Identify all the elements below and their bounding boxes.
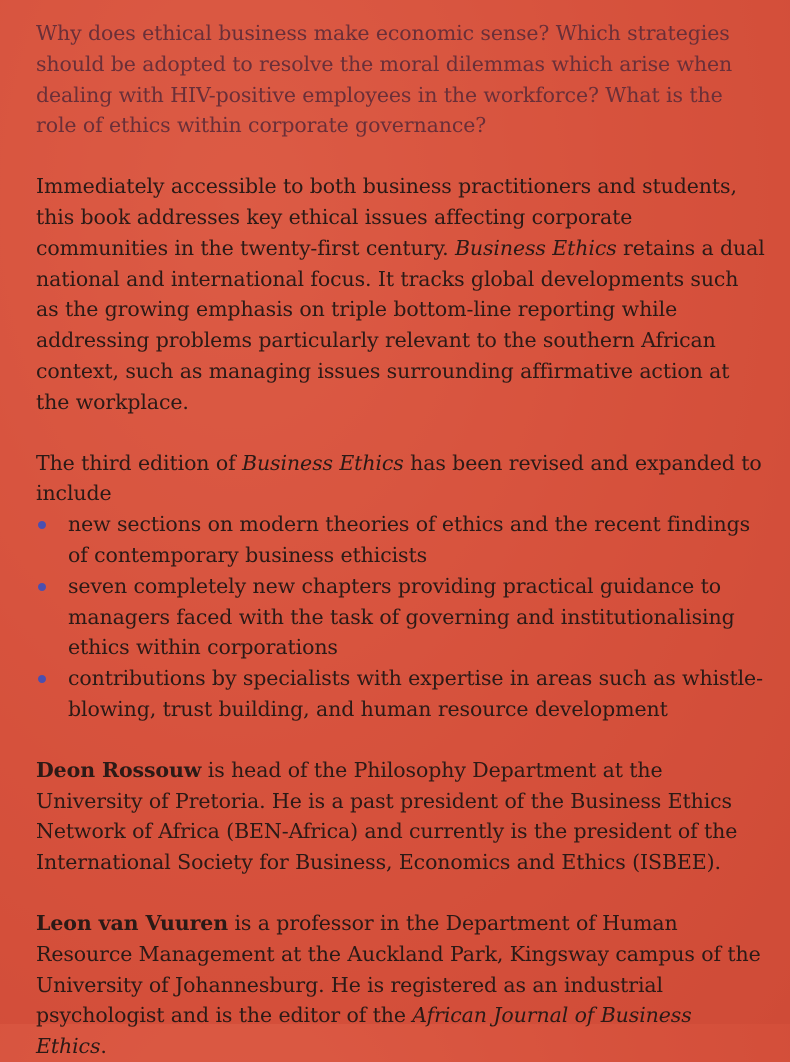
description-part2: retains a dual national and international focus. It tracks global developments such as the growing emphasis on triple bottom-line reporting while addressing problems particularly relevant to the southern African context, such as managing issues surrounding affirmative action at the workplace. <box>36 235 765 414</box>
edition-book-title: Business Ethics <box>241 450 404 475</box>
list-item <box>36 509 766 571</box>
edition-bullet-list <box>36 509 766 725</box>
bullet-text: seven completely new chapters providing practical guidance to managers faced with the task of governing and institutionalising ethics within corporations <box>68 573 735 660</box>
author-name: Deon Rossouw <box>36 757 202 782</box>
edition-intro-before: The third edition of <box>36 450 242 475</box>
description-book-title: Business Ethics <box>454 235 617 260</box>
list-item <box>36 663 766 725</box>
bullet-icon <box>38 521 46 529</box>
bullet-text: contributions by specialists with expertise in areas such as whistle-blowing, trust building, and human resource development <box>68 666 763 721</box>
journal-title: African Journal of Business Ethics <box>36 1003 692 1059</box>
bullet-icon <box>38 675 46 683</box>
author-bio-rossouw <box>36 755 766 878</box>
back-cover-text <box>36 18 766 1062</box>
book-description <box>36 171 766 417</box>
author-bio-text: is a professor in the Department of Human Resource Management at the Auckland Park, Kingsway campus of the University of Johannesburg. He is registered as an industrial psychologist and is the editor of the <box>36 910 761 1028</box>
author-name: Leon van Vuuren <box>36 910 229 935</box>
intro-questions: Why does ethical business make economic sense? Which strategies should be adopted to resolve the moral dilemmas which arise when dealing with HIV-positive employees in the workforce? What is the role of ethics within corporate governance? <box>36 21 733 138</box>
description-part1: Immediately accessible to both business practitioners and students, this book addresses key ethical issues affecting corporate communities in the twenty-first century. <box>36 174 737 260</box>
bullet-icon <box>38 583 46 591</box>
edition-intro <box>36 448 766 510</box>
author-bio-van-vuuren <box>36 908 766 1062</box>
edition-intro-after: has been revised and expanded to include <box>36 450 762 506</box>
author-bio-text: is head of the Philosophy Department at the University of Pretoria. He is a past president of the Business Ethics Network of Africa (BEN-Africa) and currently is the president of the International Society for Business, Economics and Ethics (ISBEE). <box>36 757 738 875</box>
author-bio-end: . <box>100 1034 107 1059</box>
bullet-text: new sections on modern theories of ethics and the recent findings of contemporary business ethicists <box>68 512 751 567</box>
list-item <box>36 571 766 663</box>
